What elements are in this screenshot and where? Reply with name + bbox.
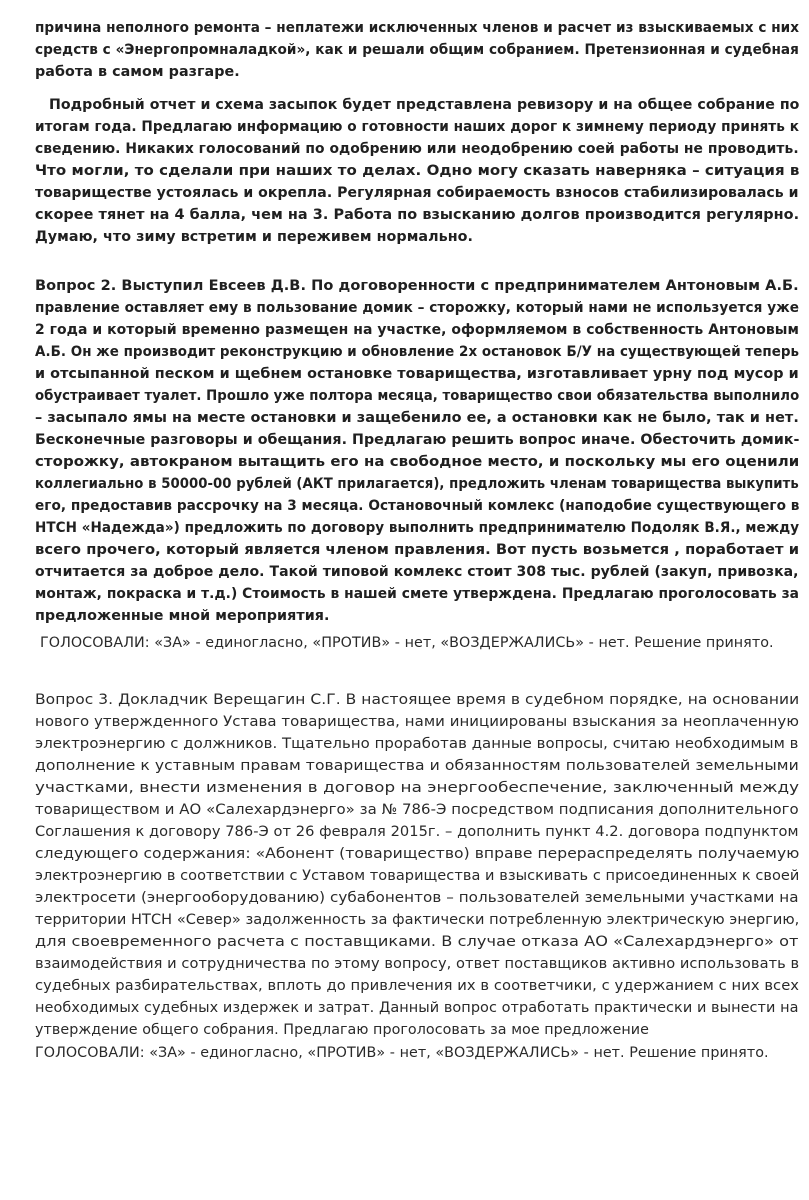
text-line: предложенные мной мероприятия. [35, 608, 330, 624]
text-line: участками, внести изменения в договор на энергообеспечение, заключенный между [35, 780, 800, 796]
text-line: правление оставляет ему в пользование домик – сторожку, который нами не используется уже [35, 300, 800, 316]
text-line: скорее тянет на 4 балла, чем на 3. Работа по взысканию долгов производится регулярно. [35, 207, 800, 223]
text-line: всего прочего, который является членом правления. Вот пусть возьмется , поработает и [35, 542, 800, 558]
text-line: нового утвержденного Устава товарищества, нами инициированы взыскания за неоплаченную [35, 714, 799, 730]
text-line: коллегиально в 50000-00 рублей (АКТ прилагается), предложить членам товарищества выкупить [35, 476, 799, 492]
text-line: Вопрос 3. Докладчик Верещагин С.Г. В настоящее время в судебном порядке, на основании [35, 692, 800, 708]
text-line: следующего содержания: «Абонент (товарищество) вправе перераспределять получаемую [35, 846, 800, 862]
text-line: судебных разбирательствах, вплоть до привлечения их в соответчики, с удержанием с них всех [35, 978, 800, 994]
text-line: причина неполного ремонта – неплатежи исключенных членов и расчет из взыскиваемых с них [35, 20, 800, 36]
text-line: его, предоставив рассрочку на 3 месяца. Остановочный комлекс (наподобие существующего в [35, 498, 800, 514]
text-line: и отсыпанной песком и щебнем остановке товарищества, изготавливает урну под мусор и [35, 366, 799, 382]
text-line: монтаж, покраска и т.д.) Стоимость в нашей смете утверждена. Предлагаю проголосовать за [35, 586, 800, 602]
text-line: Соглашения к договору 786-Э от 26 февраля 2015г. – дополнить пункт 4.2. договора подпунктом [35, 824, 799, 840]
text-line: взаимодействия и сотрудничества по этому вопросу, ответ поставщиков активно использовать в [35, 956, 800, 972]
text-line: работа в самом разгаре. [35, 64, 240, 80]
text-line: необходимых судебных издержек и затрат. Данный вопрос отработать практически и вынести на [35, 1000, 799, 1016]
text-line: товариществом и АО «Салехардэнерго» за № 786-Э посредством подписания дополнительного [35, 802, 799, 818]
text-line: обустраивает туалет. Прошло уже полтора месяца, товарищество свои обязательства выполнило [35, 388, 800, 404]
text-line: электроэнергию с должников. Тщательно проработав данные вопросы, считаю необходимым в [35, 736, 799, 752]
text-line: Вопрос 2. Выступил Евсеев Д.В. По договоренности с предпринимателем Антоновым А.Б. [35, 278, 799, 294]
text-line: Подробный отчет и схема засыпок будет представлена ревизору и на общее собрание по [49, 97, 800, 113]
text-line: А.Б. Он же производит реконструкцию и обновление 2х остановок Б/У на существующей теперь [35, 344, 800, 360]
text-line: территории НТСН «Север» задолженность за фактически потребленную электрическую энергию, [35, 912, 800, 928]
text-line: средств с «Энергопромналадкой», как и решали общим собранием. Претензионная и судебная [35, 42, 799, 58]
text-line: Бесконечные разговоры и обещания. Предлагаю решить вопрос иначе. Обесточить домик- [35, 432, 800, 448]
text-line: отчитается за доброе дело. Такой типовой комлекс стоит 308 тыс. рублей (закуп, привозка, [35, 564, 799, 580]
text-line: товариществе устоялась и окрепла. Регулярная собираемость взносов стабилизировалась и [35, 185, 799, 201]
text-line: дополнение к уставным правам товарищества и обязанностям пользователей земельными [35, 758, 799, 774]
text-line: утверждение общего собрания. Предлагаю проголосовать за мое предложение [35, 1022, 649, 1038]
text-line: НТСН «Надежда») предложить по договору выполнить предпринимателю Подоляк В.Я., между [35, 520, 800, 536]
text-line: ГОЛОСОВАЛИ: «ЗА» - единогласно, «ПРОТИВ» - нет, «ВОЗДЕРЖАЛИСЬ» - нет. Решение принято. [35, 1045, 769, 1061]
text-line: 2 года и который временно размещен на участке, оформляемом в собственность Антоновым [35, 322, 799, 338]
text-line: Что могли, то сделали при наших то делах. Одно могу сказать наверняка – ситуация в [35, 163, 800, 179]
text-line: электросети (энергооборудованию) субабонентов – пользователей земельными участками на [35, 890, 799, 906]
text-line: Думаю, что зиму встретим и переживем нормально. [35, 229, 474, 245]
text-line: ГОЛОСОВАЛИ: «ЗА» - единогласно, «ПРОТИВ» - нет, «ВОЗДЕРЖАЛИСЬ» - нет. Решение принято. [40, 635, 774, 651]
text-line: для своевременного расчета с поставщиками. В случае отказа АО «Салехардэнерго» от [35, 934, 799, 950]
text-line: сторожку, автокраном вытащить его на свободное место, и поскольку мы его оценили [35, 454, 800, 470]
text-line: сведению. Никаких голосований по одобрению или неодобрению соей работы не проводить. [35, 141, 799, 157]
text-line: электроэнергию в соответствии с Уставом товарищества и взыскивать с присоединенных к своей [35, 868, 800, 884]
text-line: – засыпало ямы на месте остановки и защебенило ее, а остановки как не было, так и нет. [35, 410, 799, 426]
text-line: итогам года. Предлагаю информацию о готовности наших дорог к зимнему периоду принять к [35, 119, 800, 135]
